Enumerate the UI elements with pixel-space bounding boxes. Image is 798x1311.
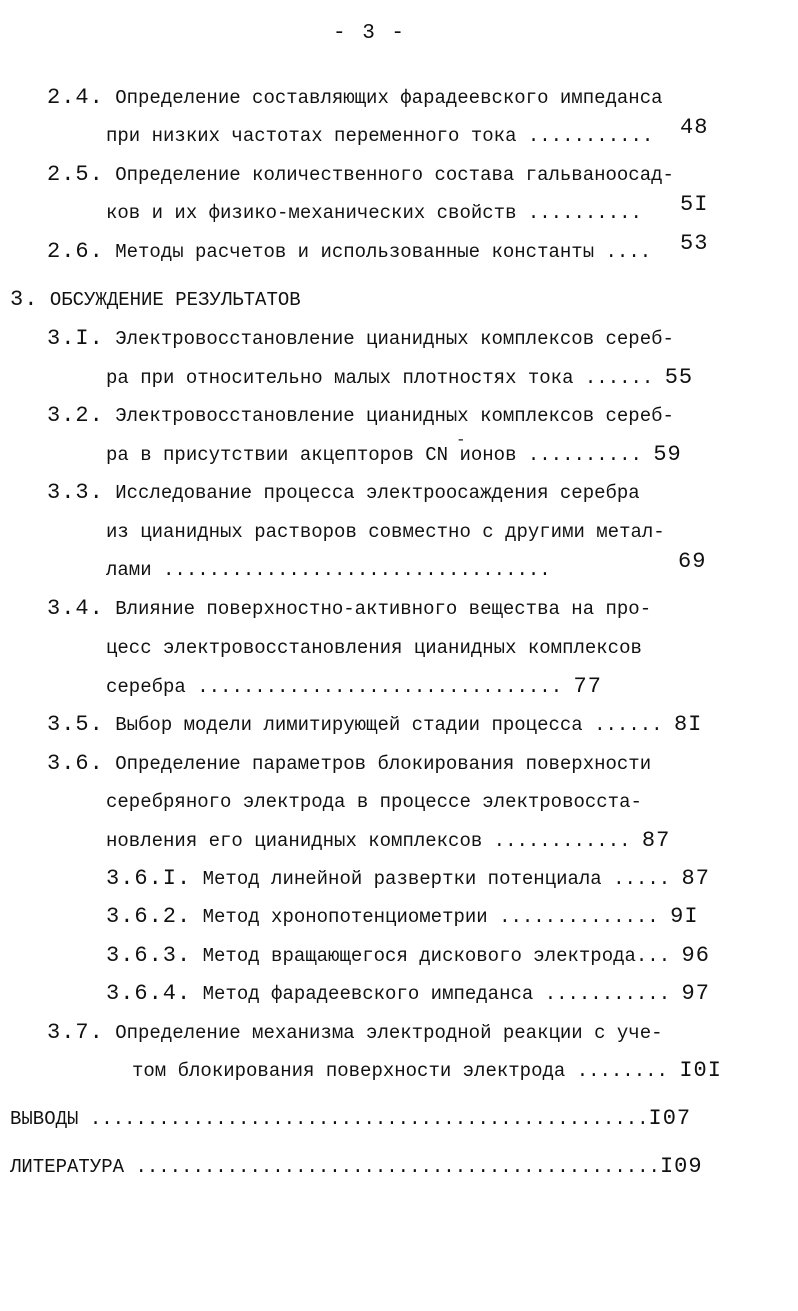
- toc-number: 2.6.: [47, 239, 104, 264]
- toc-title-line: цесс электровосстановления цианидных комплексов: [106, 637, 642, 659]
- toc-title-line: серебряного электрода в процессе электровосста-: [106, 791, 642, 813]
- toc-entry-3-1: [47, 327, 674, 351]
- toc-entry-3-5: [47, 713, 702, 737]
- toc-entry-3-6: [47, 752, 651, 776]
- toc-title-line: Определение механизма электродной реакции с уче-: [115, 1022, 663, 1044]
- toc-entry-3-2: [47, 404, 674, 428]
- toc-title-line: Электровосстановление цианидных комплексов сереб-: [115, 328, 674, 350]
- toc-title-line: Влияние поверхностно-активного вещества на про-: [115, 598, 652, 620]
- toc-entry-2-4: [47, 86, 663, 110]
- leader-dots: ......: [584, 367, 654, 389]
- toc-title-line: Определение параметров блокирования поверхности: [115, 753, 652, 775]
- toc-entry-3-7-cont: [132, 1059, 722, 1083]
- toc-entry-3-4-cont: [106, 636, 642, 660]
- toc-page-number: I0I: [679, 1058, 722, 1083]
- toc-entry-3-3-cont: [106, 520, 665, 544]
- toc-page-number: 48: [680, 115, 709, 140]
- toc-page-number: I07: [648, 1106, 692, 1131]
- leader-dots: ..................................: [163, 559, 551, 581]
- toc-entry-3-6-2: [106, 905, 699, 929]
- toc-page-number: 8I: [673, 712, 703, 737]
- toc-number: 3.: [10, 287, 39, 312]
- toc-number: 3.I.: [47, 326, 104, 351]
- toc-number: 3.6.I.: [106, 866, 192, 891]
- toc-entry-conclusions: [10, 1107, 691, 1131]
- toc-page-number: 59: [653, 442, 682, 467]
- toc-page-number: 96: [681, 943, 710, 968]
- leader-dots: ................................: [197, 676, 563, 698]
- toc-page-number: I09: [659, 1154, 703, 1179]
- toc-entry-2-6: [47, 240, 651, 264]
- toc-entry-3-7: [47, 1021, 663, 1045]
- toc-title-line: ра при относительно малых плотностях тока: [106, 367, 574, 389]
- toc-entry-3-1-cont: [106, 366, 693, 390]
- toc-title-line: Метод фарадеевского импеданса: [202, 983, 534, 1005]
- toc-title-line: Исследование процесса электроосаждения серебра: [115, 482, 640, 504]
- toc-title-line: ЛИТЕРАТУРА: [10, 1156, 125, 1178]
- toc-title-line: Метод линейной развертки потенциала: [202, 868, 602, 890]
- leader-dots: ..............................................: [135, 1156, 660, 1178]
- toc-title-line: Выбор модели лимитирующей стадии процесса: [115, 714, 583, 736]
- toc-title-line: ков и их физико-механических свойств: [106, 202, 517, 224]
- toc-title-line: новления его цианидных комплексов: [106, 830, 483, 852]
- toc-number: 2.4.: [47, 85, 104, 110]
- toc-number: 3.2.: [47, 403, 104, 428]
- leader-dots: ..........: [527, 202, 642, 224]
- toc-title-line: Метод вращающегося дискового электрода: [202, 945, 636, 967]
- toc-title-line: ра в присутствии акцепторов CN ионов: [106, 444, 517, 466]
- toc-entry-2-5-cont: [106, 201, 642, 225]
- toc-title-line: Метод хронопотенциометрии: [202, 906, 488, 928]
- toc-title-line: ВЫВОДЫ: [10, 1108, 79, 1130]
- toc-number: 3.4.: [47, 596, 104, 621]
- toc-title-line: Электровосстановление цианидных комплексов сереб-: [115, 405, 674, 427]
- toc-title-line: том блокирования поверхности электрода: [132, 1060, 566, 1082]
- toc-number: 3.3.: [47, 480, 104, 505]
- toc-entry-3-6-4: [106, 982, 710, 1006]
- toc-number: 2.5.: [47, 162, 104, 187]
- leader-dots: ....: [605, 241, 652, 263]
- toc-entry-3-6-1: [106, 867, 710, 891]
- toc-number: 3.6.2.: [106, 904, 192, 929]
- leader-dots: ...........: [527, 125, 654, 147]
- toc-page-number: 53: [680, 231, 709, 256]
- toc-entry-3-6-3: [106, 944, 710, 968]
- toc-number: 3.6.4.: [106, 981, 192, 1006]
- toc-entry-2-4-cont: [106, 124, 653, 148]
- toc-title-line: Определение количественного состава гальваноосад-: [115, 164, 674, 186]
- toc-entry-2-5: [47, 163, 674, 187]
- toc-entry-3-6-cont2: [106, 829, 670, 853]
- toc-title-line: из цианидных растворов совместно с другими метал-: [106, 521, 665, 543]
- leader-dots: ...: [635, 945, 671, 967]
- toc-number: 3.7.: [47, 1020, 104, 1045]
- toc-entry-3-4: [47, 597, 651, 621]
- toc-entry-references: [10, 1155, 703, 1179]
- toc-page-number: 87: [641, 828, 671, 853]
- toc-title-line: при низких частотах переменного тока: [106, 125, 517, 147]
- leader-dots: ............: [493, 830, 631, 852]
- toc-page-number: 5I: [680, 192, 709, 217]
- toc-section-3: [10, 288, 301, 312]
- leader-dots: ......: [594, 714, 663, 736]
- toc-number: 3.6.3.: [106, 943, 192, 968]
- toc-entry-3-4-cont2: [106, 675, 602, 699]
- leader-dots: ..............: [499, 906, 659, 928]
- superscript-minus: -: [456, 431, 466, 449]
- toc-entry-3-6-cont: [106, 790, 642, 814]
- toc-title-line: Определение составляющих фарадеевского импеданса: [115, 87, 663, 109]
- toc-entry-3-3: [47, 481, 640, 505]
- toc-page-number: 69: [678, 549, 707, 574]
- leader-dots: .................................................: [89, 1108, 649, 1130]
- toc-number: 3.6.: [47, 751, 104, 776]
- toc-title-line: ОБСУЖДЕНИЕ РЕЗУЛЬТАТОВ: [49, 289, 301, 311]
- leader-dots: ........: [576, 1060, 668, 1082]
- toc-page-number: 97: [681, 981, 710, 1006]
- leader-dots: .....: [613, 868, 671, 890]
- leader-dots: ..........: [527, 444, 642, 466]
- toc-entry-3-3-cont2: [106, 558, 551, 582]
- toc-number: 3.5.: [47, 712, 104, 737]
- toc-page-number: 77: [573, 674, 602, 699]
- toc-page-number: 9I: [670, 904, 699, 929]
- toc-title-line: лами: [106, 559, 152, 581]
- page-number: - 3 -: [333, 22, 407, 45]
- toc-title-line: Методы расчетов и использованные константы: [115, 241, 595, 263]
- leader-dots: ...........: [544, 983, 671, 1005]
- toc-page-number: 87: [681, 866, 710, 891]
- toc-title-line: серебра: [106, 676, 186, 698]
- toc-page-number: 55: [664, 365, 694, 390]
- toc-entry-3-2-cont: [106, 443, 682, 467]
